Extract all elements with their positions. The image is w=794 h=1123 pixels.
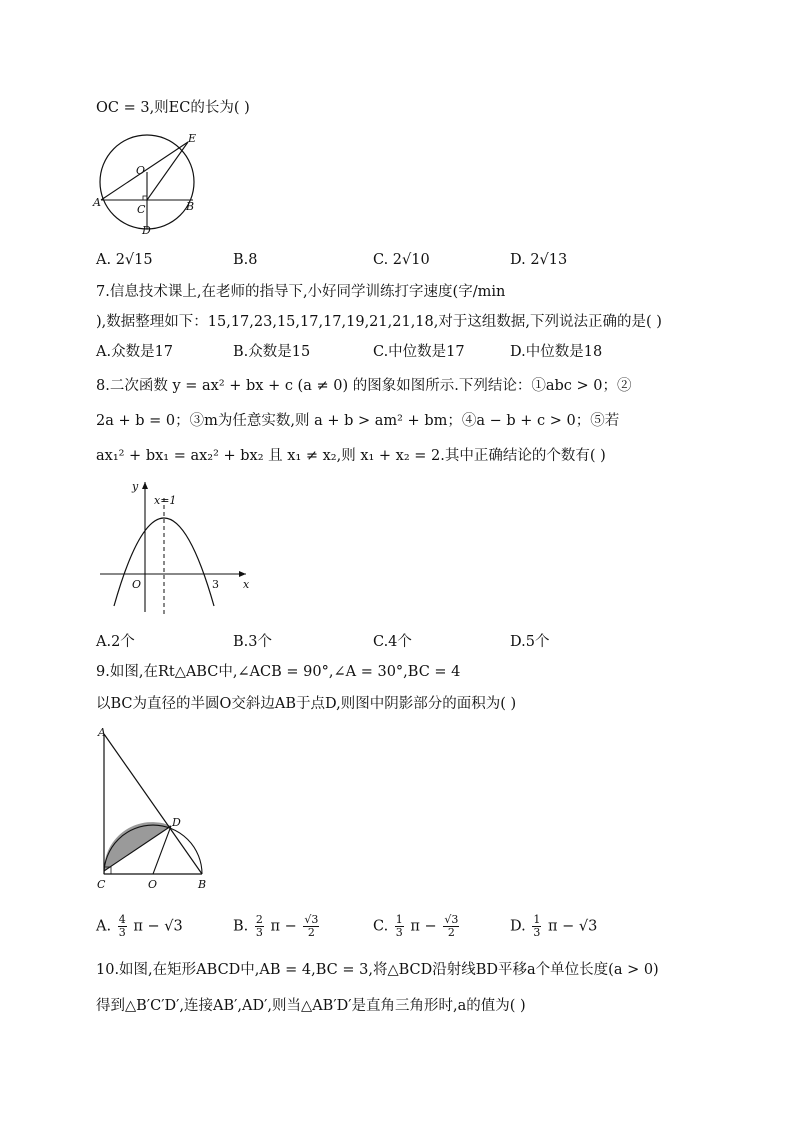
q8-option-c[interactable]: C.4个 xyxy=(373,634,412,650)
q9-line1: 9.如图,在Rt△ABC中,∠ACB = 90°,∠A = 30°,BC = 4 xyxy=(96,664,461,680)
q8-parabola-figure xyxy=(96,476,262,624)
q7-option-b[interactable]: B.众数是15 xyxy=(233,344,311,360)
q9-label-a: A xyxy=(98,726,106,739)
q9-option-c-mid: π − xyxy=(410,918,437,935)
q9-option-c-den2: 2 xyxy=(447,926,455,939)
q8-line1: 8.二次函数 y = ax² + bx + c (a ≠ 0) 的图象如图所示.下列结论：①abc > 0；② xyxy=(96,378,632,394)
q8-label-o: O xyxy=(132,578,142,591)
q6-right-angle xyxy=(143,196,147,200)
q7-option-d[interactable]: D.中位数是18 xyxy=(510,344,603,360)
q6-label-d: D xyxy=(142,224,151,236)
q6-circle-figure xyxy=(92,130,202,236)
q8-label-3: 3 xyxy=(212,578,219,591)
q9-option-c-num: 1 xyxy=(395,913,403,926)
q9-option-d-den: 3 xyxy=(533,926,541,939)
q9-option-a-den: 3 xyxy=(118,926,126,939)
q8-x-arrow xyxy=(239,571,246,577)
q9-label-c: C xyxy=(97,878,106,891)
q9-option-c-den: 3 xyxy=(395,926,403,939)
q9-option-a-rest: π − √3 xyxy=(133,918,183,935)
q9-option-b-num: 2 xyxy=(255,913,263,926)
q7-option-a[interactable]: A.众数是17 xyxy=(96,344,174,360)
q6-label-o: O xyxy=(136,164,146,177)
q9-label-o: O xyxy=(148,878,158,891)
q9-option-b-mid: π − xyxy=(270,918,297,935)
q10-line2: 得到△B′C′D′,连接AB′,AD′,则当△AB′D′是直角三角形时,a的值为( ) xyxy=(96,998,526,1014)
q9-option-d[interactable] xyxy=(510,914,597,939)
q8-label-x: x xyxy=(243,578,250,591)
q8-label-y: y xyxy=(132,480,139,493)
q9-line2: 以BC为直径的半圆O交斜边AB于点D,则图中阴影部分的面积为( ) xyxy=(96,696,517,712)
q9-label-b: B xyxy=(198,878,207,891)
q9-option-d-fraction xyxy=(532,914,541,939)
q9-option-d-prefix: D. xyxy=(510,918,526,935)
q6-label-c: C xyxy=(137,203,146,216)
q8-option-d[interactable]: D.5个 xyxy=(510,634,550,650)
q8-y-arrow xyxy=(142,482,148,489)
q7-line2: ),数据整理如下：15,17,23,15,17,17,19,21,21,18,对于这组数据,下列说法正确的是( ) xyxy=(96,314,662,330)
q9-option-c[interactable] xyxy=(373,914,461,939)
q9-triangle-figure xyxy=(94,722,218,892)
q9-option-c-prefix: C. xyxy=(373,918,389,935)
q8-option-b[interactable]: B.3个 xyxy=(233,634,272,650)
q7-line1: 7.信息技术课上,在老师的指导下,小好同学训练打字速度(字/min xyxy=(96,284,506,300)
q6-option-d[interactable]: D. 2√13 xyxy=(510,252,568,268)
q9-option-b-fraction1 xyxy=(255,914,264,939)
q6-stem: OC = 3,则EC的长为( ) xyxy=(96,100,250,116)
q6-label-b: B xyxy=(186,200,195,213)
q10-line1: 10.如图,在矩形ABCD中,AB = 4,BC = 3,将△BCD沿射线BD平移a个单位长度(a > 0) xyxy=(96,962,659,978)
q9-option-a-num: 4 xyxy=(118,913,126,926)
q8-label-x1: x=1 xyxy=(154,494,177,507)
q6-option-a[interactable]: A. 2√15 xyxy=(96,252,153,268)
q8-option-a[interactable]: A.2个 xyxy=(96,634,135,650)
q9-option-b-fraction2 xyxy=(303,914,319,939)
q9-option-d-num: 1 xyxy=(533,913,541,926)
q9-option-b[interactable] xyxy=(233,914,321,939)
q9-label-d: D xyxy=(172,816,181,829)
q9-option-a-fraction xyxy=(118,914,127,939)
q6-label-e: E xyxy=(188,132,197,145)
q9-option-c-fraction1 xyxy=(395,914,404,939)
q9-options xyxy=(96,910,716,946)
q9-option-a[interactable] xyxy=(96,914,183,939)
q9-option-b-den2: 2 xyxy=(307,926,315,939)
q6-line-ce xyxy=(147,142,188,200)
q8-line2: 2a + b = 0；③m为任意实数,则 a + b > am² + bm；④a − b + c > 0；⑤若 xyxy=(96,413,620,429)
q6-label-a: A xyxy=(93,196,101,209)
q9-option-b-den: 3 xyxy=(255,926,263,939)
q6-option-b[interactable]: B.8 xyxy=(233,252,258,268)
q9-option-a-prefix: A. xyxy=(96,918,112,935)
q9-option-d-rest: π − √3 xyxy=(547,918,598,935)
q6-option-c[interactable]: C. 2√10 xyxy=(373,252,430,268)
q9-option-c-fraction2 xyxy=(443,914,459,939)
q9-option-c-num2: √3 xyxy=(444,913,459,926)
q9-option-b-num2: √3 xyxy=(304,913,319,926)
q9-option-b-prefix: B. xyxy=(233,918,249,935)
q7-option-c[interactable]: C.中位数是17 xyxy=(373,344,465,360)
q8-line3: ax₁² + bx₁ = ax₂² + bx₂ 且 x₁ ≠ x₂,则 x₁ + x₂ = 2.其中正确结论的个数有( ) xyxy=(96,448,606,464)
